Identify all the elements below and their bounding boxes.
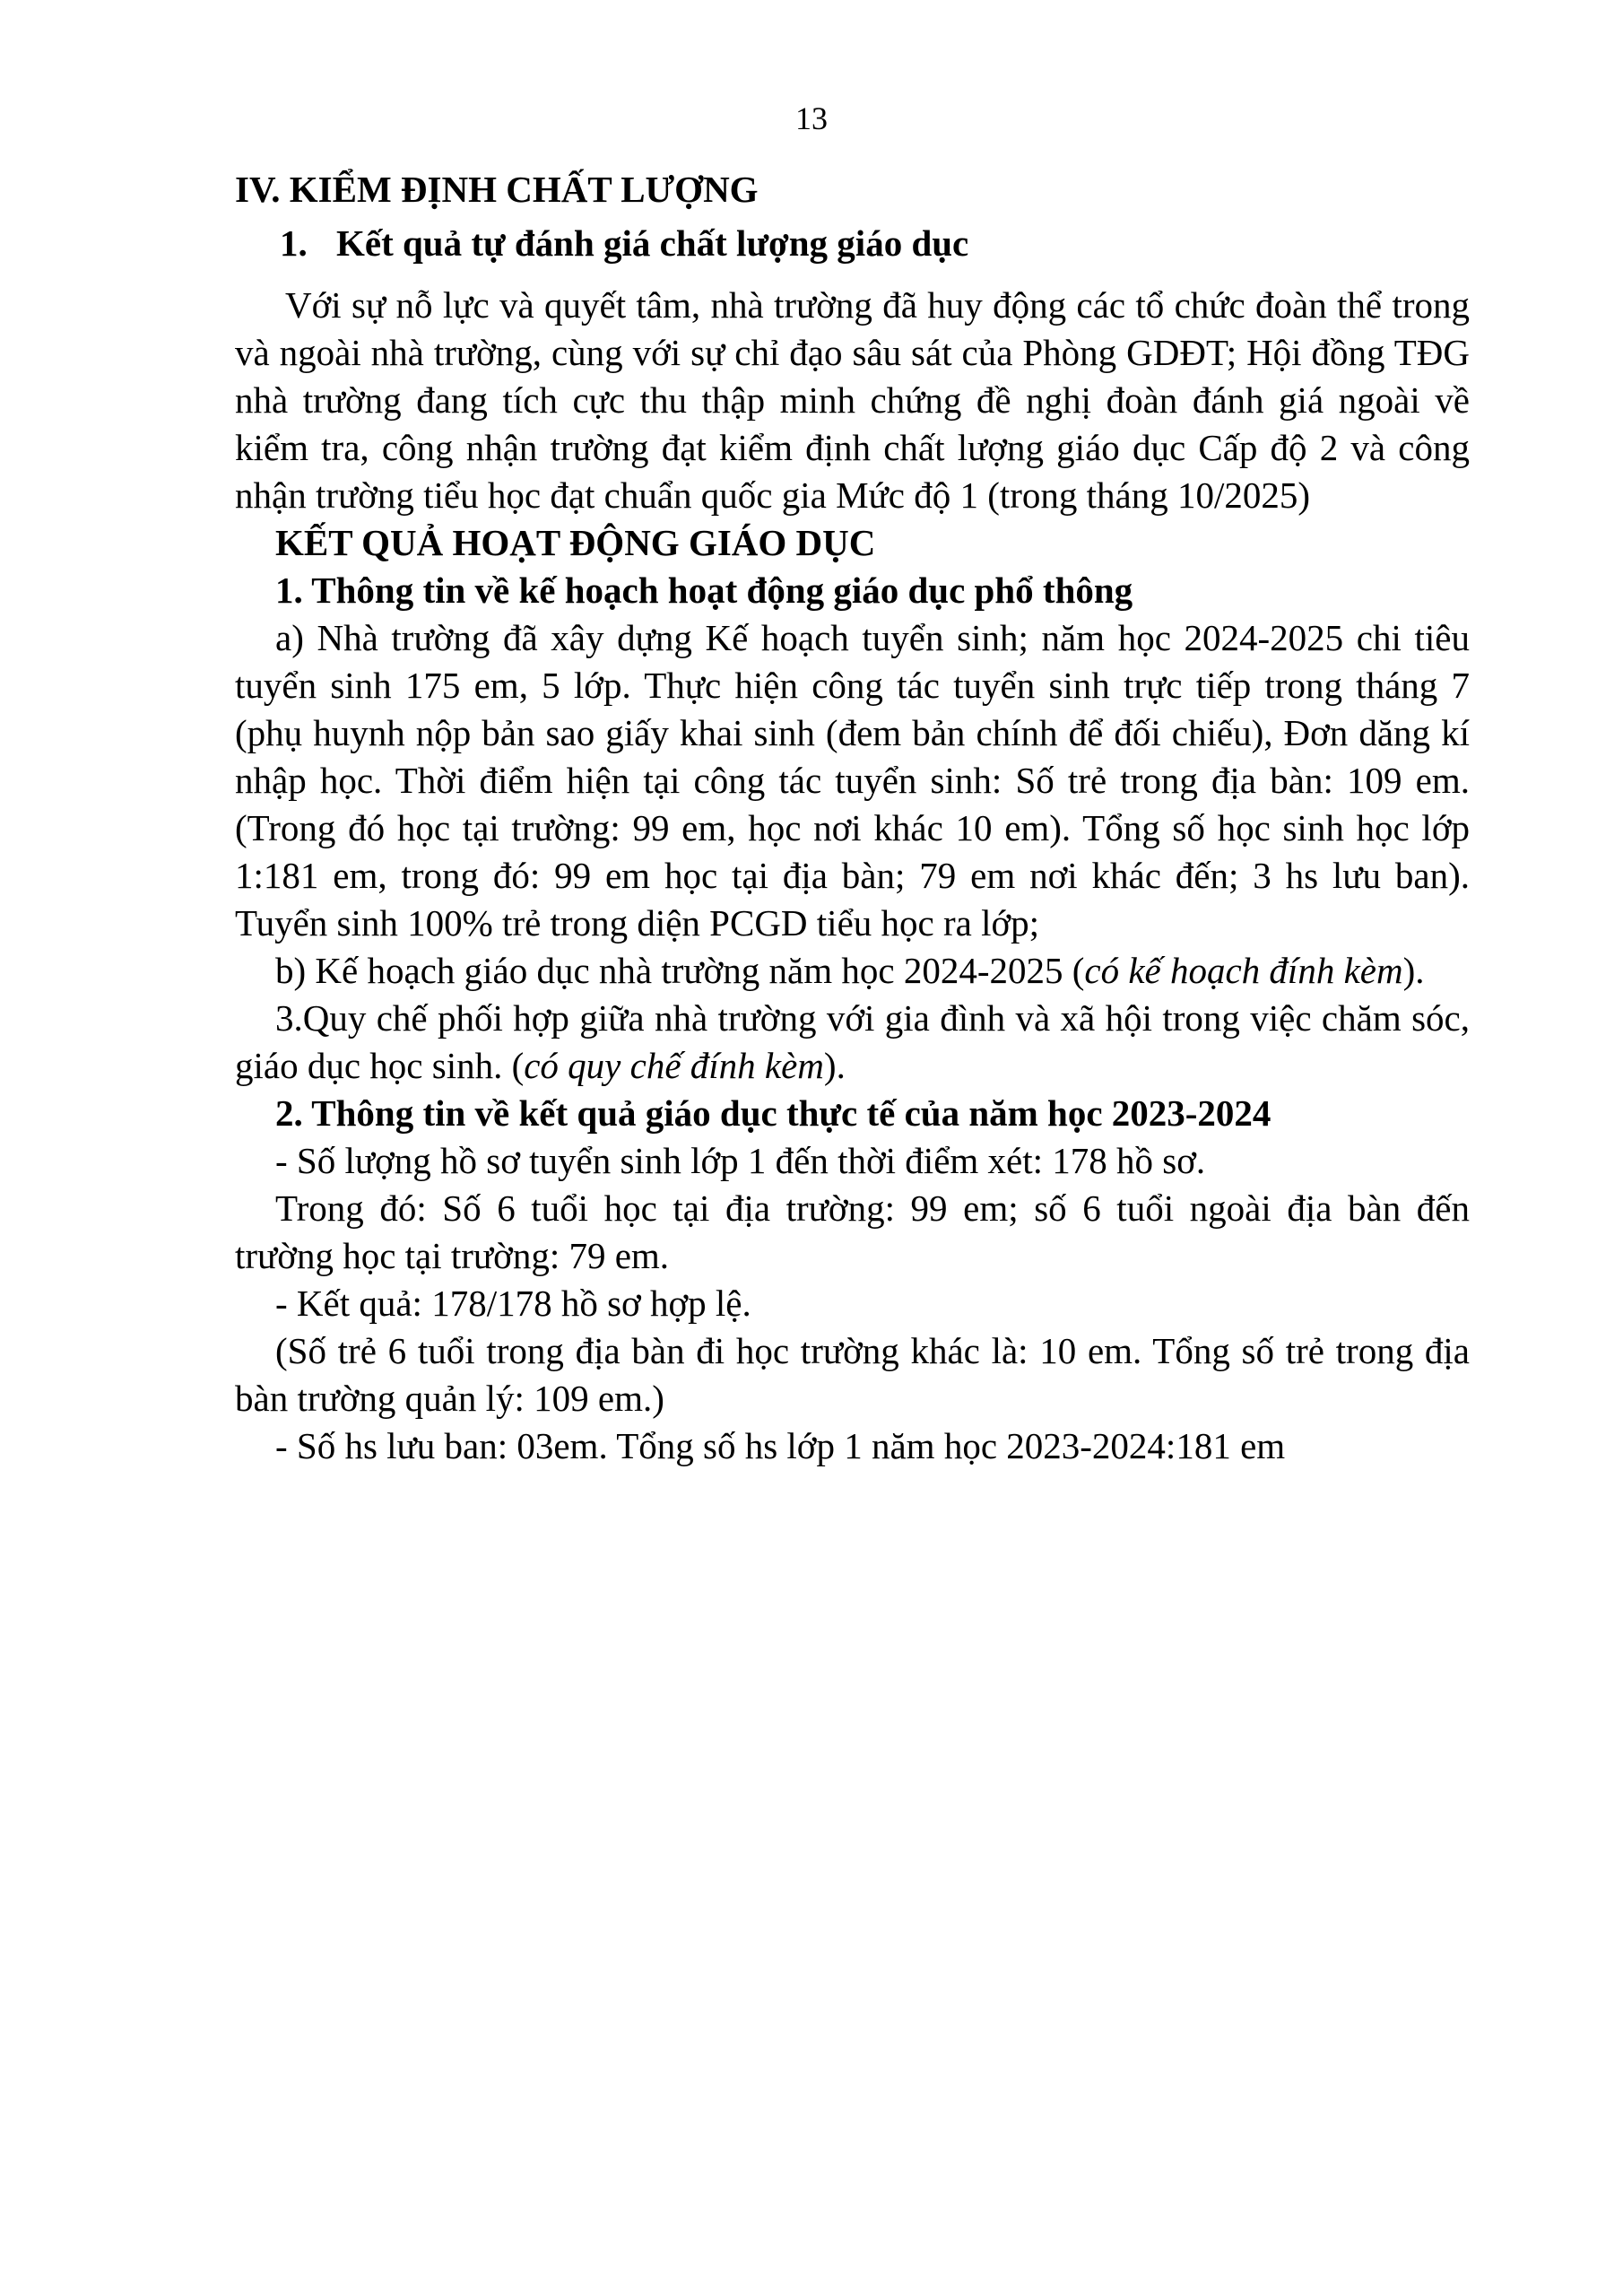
paragraph-line: (Số trẻ 6 tuổi trong địa bàn đi học trường khác là: 10 em. Tổng số trẻ trong địa	[275, 1330, 1470, 1371]
paragraph-line: trường học tại trường: 79 em.	[235, 1235, 670, 1276]
list-item: - Kết quả: 178/178 hồ sơ hợp lệ.	[275, 1283, 751, 1324]
paragraph-line: (Trong đó học tại trường: 99 em, học nơi khác 10 em). Tổng số học sinh học lớp	[235, 807, 1470, 848]
paragraph-education-plan	[235, 947, 1470, 995]
paragraph-line: và ngoài nhà trường, cùng với sự chỉ đạo sâu sát của Phòng GDĐT; Hội đồng TĐG	[235, 332, 1470, 373]
paragraph-line: Trong đó: Số 6 tuổi học tại địa trường: 99 em; số 6 tuổi ngoài địa bàn đến	[275, 1187, 1470, 1229]
heading-actual-results: 2. Thông tin về kết quả giáo dục thực tế của năm học 2023-2024	[275, 1092, 1271, 1134]
paragraph-line: 3.Quy chế phối hợp giữa nhà trường với gia đình và xã hội trong việc chăm sóc,	[275, 997, 1470, 1039]
text-run: b) Kế hoạch giáo dục nhà trường năm học 2024-2025 (	[275, 950, 1085, 991]
paragraph-line: nhận trường tiểu học đạt chuẩn quốc gia Mức độ 1 (trong tháng 10/2025)	[235, 474, 1311, 516]
section-heading: IV. KIỂM ĐỊNH CHẤT LƯỢNG	[235, 169, 759, 210]
attachment-note: có quy chế đính kèm	[524, 1045, 824, 1086]
heading-plan-info: 1. Thông tin về kế hoạch hoạt động giáo dục phổ thông	[275, 570, 1133, 611]
list-item: - Số hs lưu ban: 03em. Tổng số hs lớp 1 năm học 2023-2024:181 em	[275, 1425, 1286, 1466]
text-run: ).	[823, 1045, 846, 1086]
paragraph-line: nhà trường đang tích cực thu thập minh chứng đề nghị đoàn đánh giá ngoài về	[235, 379, 1470, 421]
paragraph-line: bàn trường quản lý: 109 em.)	[235, 1378, 664, 1419]
paragraph-enrollment-plan	[235, 614, 1470, 947]
subsection-heading-1	[235, 220, 1470, 267]
paragraph-coordination-rules	[235, 1042, 1470, 1090]
document-body	[235, 166, 1470, 1470]
subsection-number: 1.	[280, 222, 308, 264]
paragraph-line: 1:181 em, trong đó: 99 em học tại địa bàn; 79 em nơi khác đến; 3 hs lưu ban).	[235, 855, 1470, 896]
page-number: 13	[795, 100, 828, 136]
text-run: ).	[1402, 950, 1425, 991]
paragraph-line: tuyển sinh 175 em, 5 lớp. Thực hiện công tác tuyển sinh trực tiếp trong tháng 7	[235, 665, 1470, 706]
heading-education-results: KẾT QUẢ HOẠT ĐỘNG GIÁO DỤC	[275, 522, 876, 563]
paragraph-line: kiểm tra, công nhận trường đạt kiểm định chất lượng giáo dục Cấp độ 2 và công	[235, 427, 1470, 468]
paragraph-line: nhập học. Thời điểm hiện tại công tác tuyển sinh: Số trẻ trong địa bàn: 109 em.	[235, 760, 1470, 801]
paragraph-line: Tuyển sinh 100% trẻ trong diện PCGD tiểu học ra lớp;	[235, 902, 1040, 944]
paragraph-self-assessment	[235, 282, 1470, 519]
paragraph-line: Với sự nỗ lực và quyết tâm, nhà trường đã huy động các tổ chức đoàn thể trong	[285, 284, 1470, 326]
subsection-title: Kết quả tự đánh giá chất lượng giáo dục	[336, 222, 969, 264]
paragraph-line: (phụ huynh nộp bản sao giấy khai sinh (đem bản chính để đối chiếu), Đơn dăng kí	[235, 712, 1470, 753]
list-item: - Số lượng hồ sơ tuyển sinh lớp 1 đến thời điểm xét: 178 hồ sơ.	[275, 1140, 1206, 1181]
paragraph-line: a) Nhà trường đã xây dựng Kế hoạch tuyển sinh; năm học 2024-2025 chi tiêu	[275, 617, 1470, 658]
text-run: giáo dục học sinh. (	[235, 1045, 525, 1086]
attachment-note: có kế hoạch đính kèm	[1084, 950, 1403, 991]
